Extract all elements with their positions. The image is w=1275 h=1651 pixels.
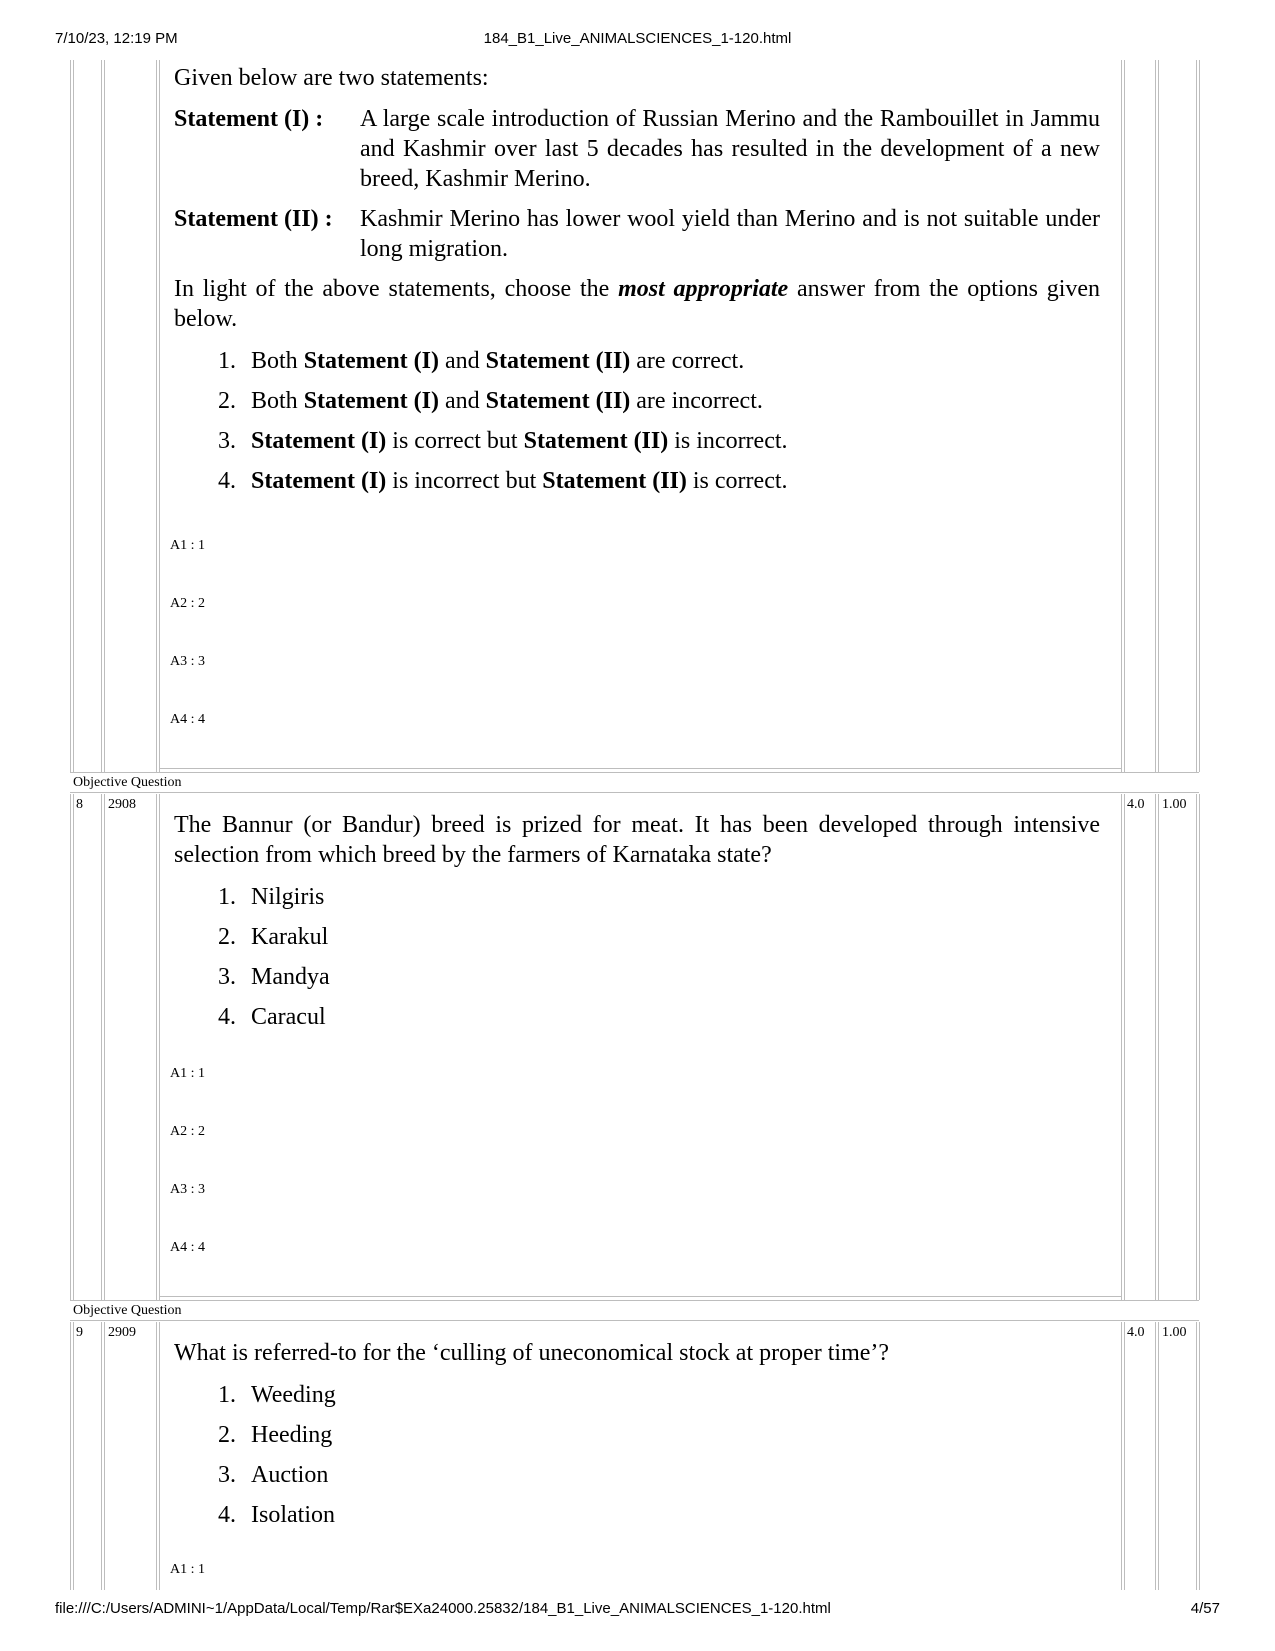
- print-datetime: 7/10/23, 12:19 PM: [55, 30, 178, 47]
- emphasis-most-appropriate: most appropriate: [618, 276, 789, 302]
- question-marks: 4.0: [1127, 797, 1145, 812]
- statement-1: [174, 104, 1100, 194]
- answer-key: A1 : 1: [170, 538, 205, 553]
- question-id: 2909: [108, 1325, 136, 1340]
- answer-key: A1 : 1: [170, 1562, 205, 1577]
- statement-1-label: Statement (I) :: [174, 106, 324, 132]
- question-marks: 4.0: [1127, 1325, 1145, 1340]
- statement-1-text: A large scale introduction of Russian Merino and the Rambouillet in Jammu and Kashmir over last 5 decades has resulted in the development of a new breed, Kashmir Merino.: [360, 106, 1100, 192]
- question-7-intro: Given below are two statements:: [174, 65, 489, 91]
- answer-key: A2 : 2: [170, 1124, 205, 1139]
- question-type-label: Objective Question: [73, 775, 182, 790]
- page-number: 4/57: [1190, 1600, 1220, 1617]
- answer-key: A3 : 3: [170, 1182, 205, 1197]
- answer-key: A1 : 1: [170, 1066, 205, 1081]
- question-8-text: The Bannur (or Bandur) breed is prized for meat. It has been developed through intensive selection from which breed by the farmers of Karnataka state?: [174, 812, 1100, 868]
- question-serial: 9: [76, 1325, 83, 1340]
- file-path: file:///C:/Users/ADMINI~1/AppData/Local/Temp/Rar$EXa24000.25832/184_B1_Live_ANIMALSCIENCES_1-120.html: [55, 1600, 831, 1617]
- answer-key: A2 : 2: [170, 596, 205, 611]
- answer-key: A3 : 3: [170, 654, 205, 669]
- negative-marks: 1.00: [1162, 797, 1187, 812]
- question-7-instruction: In light of the above statements, choose the most appropriate answer from the options given below.: [174, 276, 1101, 332]
- question-id: 2908: [108, 797, 136, 812]
- statement-2-label: Statement (II) :: [174, 206, 333, 232]
- document-title: 184_B1_Live_ANIMALSCIENCES_1-120.html: [483, 30, 792, 47]
- question-type-label: Objective Question: [73, 1303, 182, 1318]
- question-9-text: What is referred-to for the ‘culling of uneconomical stock at proper time’?: [174, 1340, 890, 1366]
- question-serial: 8: [76, 797, 83, 812]
- negative-marks: 1.00: [1162, 1325, 1187, 1340]
- statement-2: [174, 204, 1100, 264]
- answer-key: A4 : 4: [170, 712, 205, 727]
- answer-key: A4 : 4: [170, 1240, 205, 1255]
- statement-2-text: Kashmir Merino has lower wool yield than Merino and is not suitable under long migration.: [360, 206, 1100, 262]
